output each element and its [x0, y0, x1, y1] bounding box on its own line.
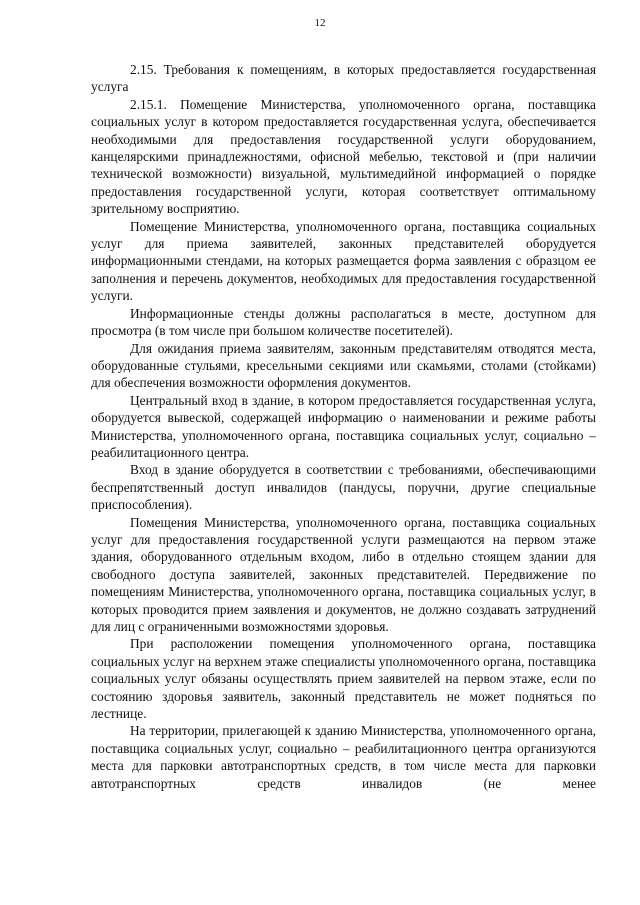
paragraph-accessible-entrance: Вход в здание оборудуется в соответствии с требованиями, обеспечивающими беспрепятственный доступ инвалидов (пандусы, поручни, другие специальные приспособления). [91, 462, 596, 513]
paragraph-upper-floor-reception: При расположении помещения уполномоченного органа, поставщика социальных услуг на верхнем этаже специалисты уполномоченного органа, поставщика социальных услуг обязаны осуществлять прием заявителей на первом этаже, если по состоянию здоровья заявитель, законный представитель не может подняться по лестнице. [91, 636, 596, 722]
paragraph-2-15-1: 2.15.1. Помещение Министерства, уполномоченного органа, поставщика социальных услуг в котором предоставляется государственная услуга, обеспечивается необходимыми для предоставления государственной услуги оборудованием, канцелярскими принадлежностями, офисной мебелью, текстовой и (при наличии технической возможности) визуальной, мультимедийной информацией о порядке предоставления государственной услуги, которая соответствует оптимальному зрительному восприятию. [91, 96, 596, 217]
document-body [91, 61, 596, 792]
page-number: 12 [314, 17, 326, 29]
paragraph-waiting-areas: Для ожидания приема заявителям, законным представителям отводятся места, оборудованные стульями, кресельными секциями или скамьями, столами (стойками) для обеспечения возможности оформления документов. [91, 340, 596, 391]
paragraph-premises-placement: Помещения Министерства, уполномоченного органа, поставщика социальных услуг для предоставления государственной услуги размещаются на первом этаже здания, оборудованного отдельным входом, либо в отдельно стоящем здании для свободного доступа заявителей, законных представителей. Передвижение по помещениям Министерства, уполномоченного органа, поставщика социальных услуг, в которых проводится прием заявления и документов, не должно создавать затруднений для лиц с ограниченными возможностями здоровья. [91, 514, 596, 634]
paragraph-information-stands-location: Информационные стенды должны располагаться в месте, доступном для просмотра (в том числе при большом количестве посетителей). [91, 305, 596, 339]
paragraph-central-entrance: Центральный вход в здание, в котором предоставляется государственная услуга, оборудуется вывеской, содержащей информацию о наименовании и режиме работы Министерства, уполномоченного органа, поставщика социальных услуг, социально – реабилитационного центра. [91, 392, 596, 460]
paragraph-information-stands-equipment: Помещение Министерства, уполномоченного органа, поставщика социальных услуг для приема заявителей, законных представителей оборудуется информационными стендами, на которых размещается форма заявления с образцом ее заполнения и перечень документов, необходимых для предоставления государственной услуги. [91, 218, 596, 304]
paragraph-2-15-heading: 2.15. Требования к помещениям, в которых предоставляется государственная услуга [91, 62, 596, 95]
paragraph-parking: На территории, прилегающей к зданию Министерства, уполномоченного органа, поставщика социальных услуг, социально – реабилитационного центра организуются места для парковки автотранспортных средств, в том числе места для парковки автотранспортных средств инвалидов (не менее [91, 723, 596, 791]
